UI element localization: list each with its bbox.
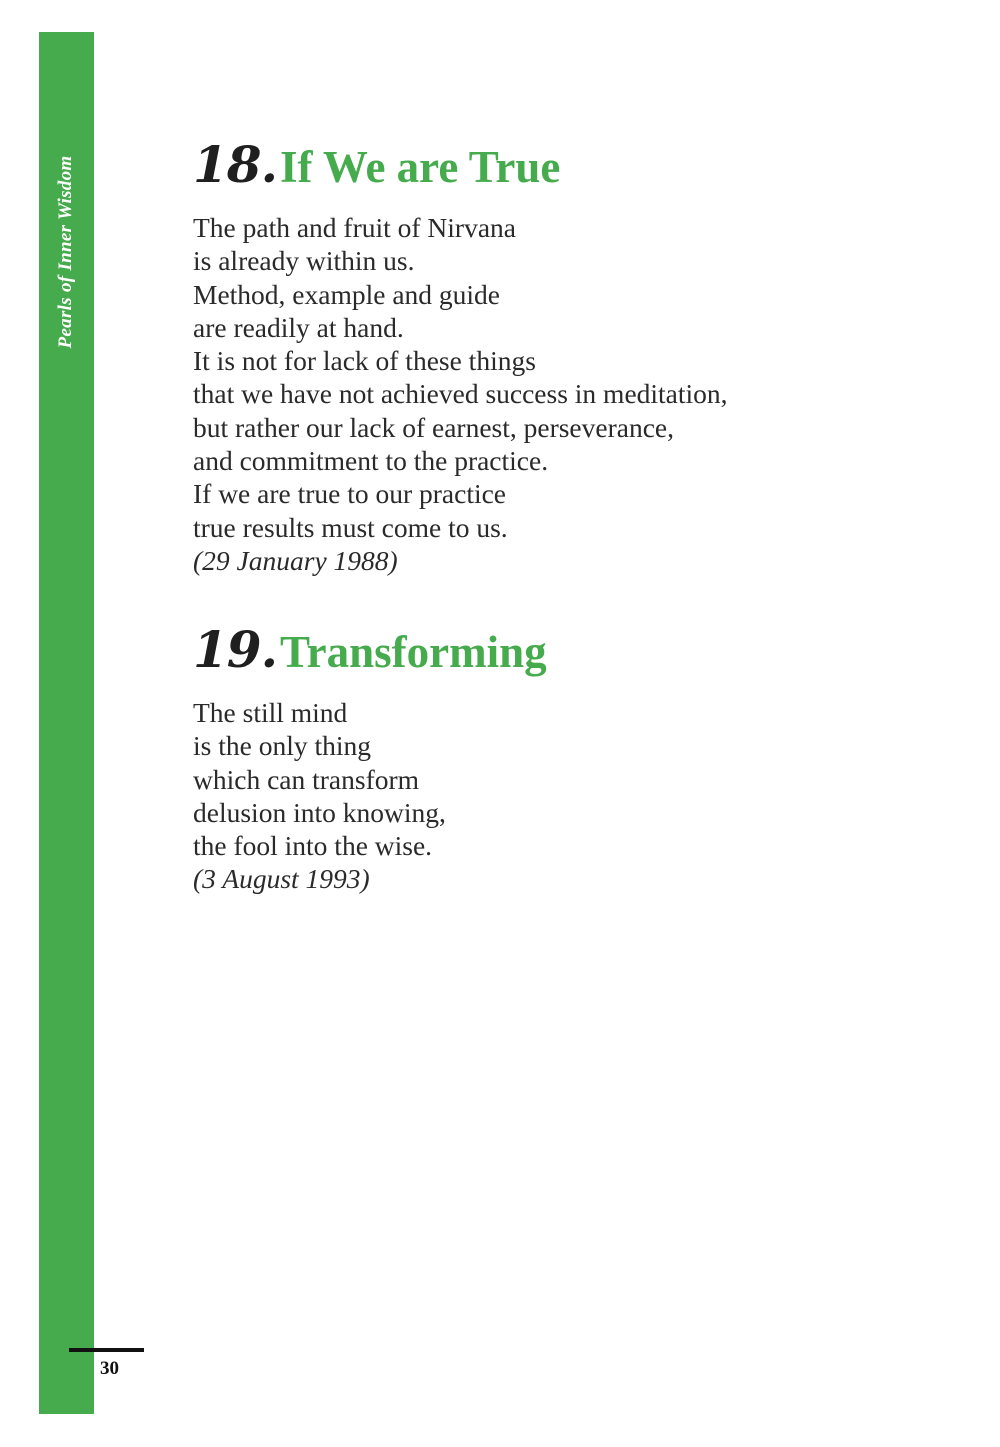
poem-line: If we are true to our practice (193, 478, 507, 510)
poem-body (193, 211, 728, 577)
poem-line: The path and fruit of Nirvana (193, 212, 517, 243)
poem-date: (29 January 1988) (193, 544, 398, 576)
page-number-rule (69, 1348, 144, 1352)
poem-title: Transforming (280, 627, 547, 677)
poem-number: 18. (193, 135, 277, 194)
poem-line: and commitment to the practice. (193, 445, 549, 477)
poem-line: delusion into knowing, (193, 796, 446, 828)
poem-line: is already within us. (193, 245, 415, 277)
poem-body (193, 696, 547, 896)
poem-heading (193, 135, 728, 203)
poem-line: is the only thing (193, 730, 371, 762)
page-number: 30 (100, 1358, 119, 1379)
poem-line: are readily at hand. (193, 311, 404, 343)
poem-line: It is not for lack of these things (193, 345, 536, 377)
poem-section-18 (193, 135, 728, 577)
poem-line: Method, example and guide (193, 278, 500, 310)
poem-date: (3 August 1993) (193, 863, 370, 895)
poem-line: that we have not achieved success in meditation, (193, 378, 728, 410)
poem-heading (193, 620, 547, 688)
poem-number: 19. (193, 620, 277, 679)
poem-line: but rather our lack of earnest, perseverance, (193, 411, 674, 443)
poem-line: true results must come to us. (193, 511, 508, 543)
poem-title: If We are True (280, 142, 561, 192)
poem-section-19 (193, 620, 547, 896)
poem-line: The still mind (193, 697, 348, 728)
poem-line: which can transform (193, 763, 420, 795)
running-title: Pearls of Inner Wisdom (55, 155, 76, 349)
poem-line: the fool into the wise. (193, 830, 433, 862)
